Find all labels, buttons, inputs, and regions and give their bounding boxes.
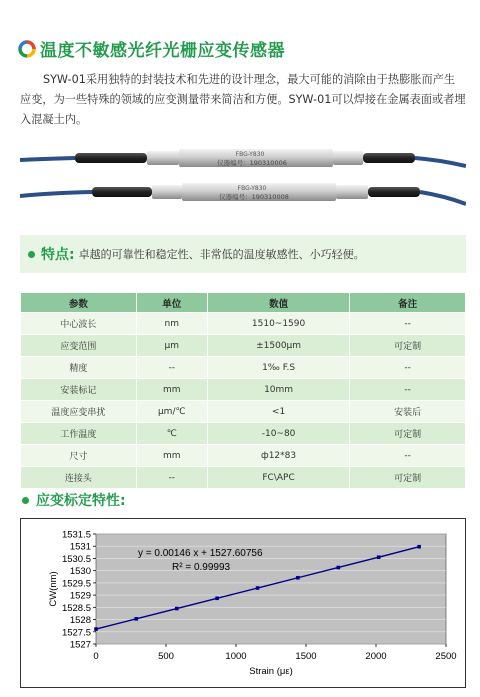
cell-note: 可定制 <box>350 467 466 489</box>
data-point <box>215 596 219 600</box>
brand-ring-icon <box>18 40 36 58</box>
table-row <box>21 467 466 489</box>
data-point <box>377 555 381 559</box>
cell-value: 1510~1590 <box>207 313 349 335</box>
y-tick-label: 1529.5 <box>61 578 91 590</box>
features-label: 特点: <box>41 247 75 263</box>
x-tick-label: 2000 <box>365 651 387 662</box>
features-text: 卓越的可靠性和稳定性、非常低的温度敏感性、小巧轻便。 <box>78 248 365 261</box>
cell-value: ф12*83 <box>207 445 349 467</box>
data-point <box>256 586 260 590</box>
equation-annotation: y = 0.00146 x + 1527.60756 <box>138 548 263 559</box>
cell-unit: ℃ <box>136 423 207 445</box>
cell-unit: mm <box>136 445 207 467</box>
x-tick-label: 1000 <box>225 651 247 662</box>
sensor-cable-1 <box>20 149 466 167</box>
cell-value: ±1500μm <box>207 335 349 357</box>
cell-note: 可定制 <box>350 335 466 357</box>
cell-value: FC\APC <box>207 467 349 489</box>
cell-unit: mm <box>136 379 207 401</box>
y-tick-label: 1528 <box>69 615 91 627</box>
y-tick-label: 1531 <box>69 541 91 553</box>
r-squared-annotation: R² = 0.99993 <box>172 562 231 573</box>
sensor-cable-2 <box>20 183 466 204</box>
data-point <box>94 627 98 631</box>
cell-unit: μm/℃ <box>136 401 207 423</box>
intro-paragraph: SYW-01采用独特的封装技术和先进的设计理念，最大可能的消除由于热膨胀而产生应变，为一些特殊的领域的应变测量带来简洁和方便。SYW-01可以焊接在金属表面或者埋入混凝土内。 <box>20 73 466 126</box>
page-title: 温度不敏感光纤光栅应变传感器 <box>40 41 285 61</box>
cell-note: -- <box>350 313 466 335</box>
table-row <box>21 357 466 379</box>
cell-value: 1‰ F.S <box>207 357 349 379</box>
cell-param: 尺寸 <box>21 445 137 467</box>
cell-param: 应变范围 <box>21 335 137 357</box>
cell-note: -- <box>350 445 466 467</box>
y-tick-label: 1530 <box>69 566 91 578</box>
cable1-model-label: FBG-Y830 <box>235 151 265 158</box>
table-row <box>21 401 466 423</box>
cell-unit: nm <box>136 313 207 335</box>
y-tick-label: 1529 <box>69 590 91 602</box>
y-tick-label: 1528.5 <box>61 602 91 614</box>
table-row <box>21 335 466 357</box>
features-box <box>20 235 466 273</box>
header-param: 参数 <box>21 293 137 313</box>
cell-param: 安装标记 <box>21 379 137 401</box>
cable2-serial-label: 仪器编号：190310008 <box>219 193 289 201</box>
data-point <box>337 566 341 570</box>
bullet-dot-icon <box>22 497 29 504</box>
cell-value: <1 <box>207 401 349 423</box>
cell-param: 精度 <box>21 357 137 379</box>
specs-table <box>20 292 466 489</box>
table-row <box>21 423 466 445</box>
y-tick-label: 1527 <box>69 639 91 651</box>
data-point <box>417 545 421 549</box>
data-point <box>175 607 179 611</box>
table-row <box>21 379 466 401</box>
cell-value: -10~80 <box>207 423 349 445</box>
cell-param: 温度应变串扰 <box>21 401 137 423</box>
y-tick-label: 1527.5 <box>61 627 91 639</box>
x-tick-label: 1500 <box>295 651 317 662</box>
y-tick-label: 1531.5 <box>61 529 91 541</box>
cell-param: 连接头 <box>21 467 137 489</box>
data-point <box>135 617 139 621</box>
cell-note: 可定制 <box>350 423 466 445</box>
header-note: 备注 <box>350 293 466 313</box>
x-tick-label: 2500 <box>435 651 457 662</box>
title-row <box>18 36 285 61</box>
cell-unit: -- <box>136 467 207 489</box>
cell-note: 安装后 <box>350 401 466 423</box>
calibration-label: 应变标定特性: <box>36 493 126 509</box>
cell-unit: -- <box>136 357 207 379</box>
calibration-chart <box>20 518 466 688</box>
x-axis-label: Strain (με) <box>249 666 293 677</box>
data-point <box>296 576 300 580</box>
bullet-dot-icon <box>28 251 35 258</box>
calibration-heading <box>22 490 126 510</box>
cell-unit: μm <box>136 335 207 357</box>
specs-header-row <box>21 293 466 313</box>
cell-param: 中心波长 <box>21 313 137 335</box>
cell-value: 10mm <box>207 379 349 401</box>
x-tick-label: 500 <box>158 651 174 662</box>
header-value: 数值 <box>207 293 349 313</box>
cell-note: -- <box>350 357 466 379</box>
y-axis-label: CW(nm) <box>48 571 59 607</box>
cable2-model-label: FBG-Y830 <box>237 185 267 192</box>
header-unit: 单位 <box>136 293 207 313</box>
cell-note: -- <box>350 379 466 401</box>
table-row <box>21 313 466 335</box>
table-row <box>21 445 466 467</box>
cable1-serial-label: 仪器编号：190310006 <box>217 159 287 167</box>
cell-param: 工作温度 <box>21 423 137 445</box>
y-tick-label: 1530.5 <box>61 553 91 565</box>
product-photo <box>20 138 466 220</box>
x-tick-label: 0 <box>93 651 99 662</box>
